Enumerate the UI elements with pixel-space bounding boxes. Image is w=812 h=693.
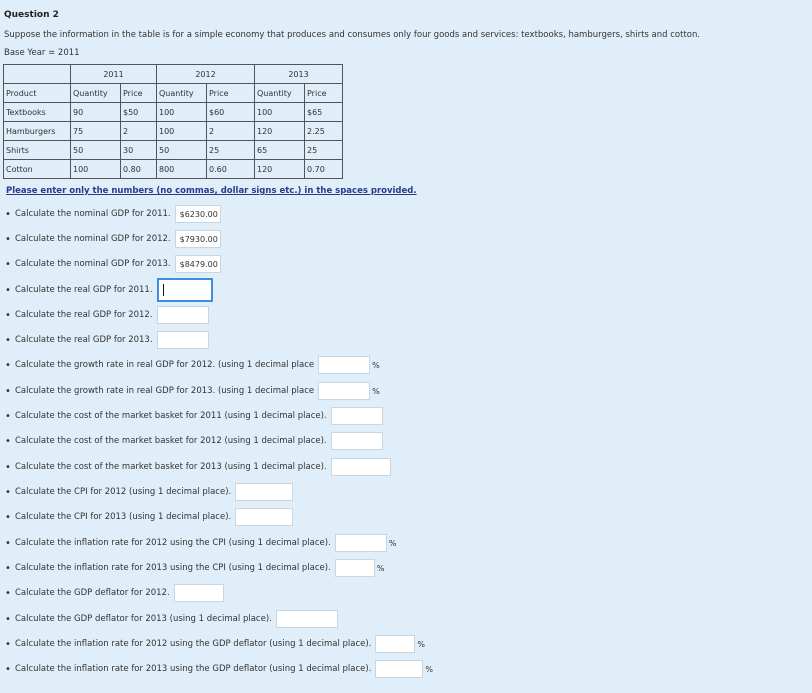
answer-input[interactable] [276,610,338,628]
question-item [5,306,209,324]
table-cell: 2.25 [305,122,343,141]
bullet-icon: • [5,385,11,397]
table-row [4,122,343,141]
question-title: Question 2 [4,10,59,20]
bullet-icon: • [5,410,11,422]
question-item [5,205,221,223]
table-cell: 100 [71,160,121,179]
question-text: Calculate the inflation rate for 2013 using the GDP deflator (using 1 decimal place). [15,664,372,674]
bullet-icon: • [5,208,11,220]
percent-sign: % [425,664,434,674]
column-header: Quantity [157,84,207,103]
answer-input[interactable] [157,306,209,324]
question-text: Calculate the CPI for 2013 (using 1 decimal place). [15,512,232,522]
column-header: Quantity [255,84,305,103]
table-row [4,141,343,160]
question-item [5,356,380,374]
question-text: Calculate the growth rate in real GDP for 2013. (using 1 decimal place [15,386,315,396]
answer-input[interactable] [318,382,370,400]
question-text: Calculate the cost of the market basket for 2013 (using 1 decimal place). [15,462,327,472]
bullet-icon: • [5,613,11,625]
answer-input[interactable] [235,508,293,526]
percent-sign: % [376,563,385,573]
percent-sign: % [417,639,426,649]
question-text: Calculate the GDP deflator for 2012. [15,588,170,598]
bullet-icon: • [5,663,11,675]
answer-input[interactable] [335,534,387,552]
question-item [5,331,209,349]
table-cell: 50 [157,141,207,160]
table-row [4,103,343,122]
question-item [5,534,396,552]
answer-input[interactable] [235,483,293,501]
question-text: Calculate the real GDP for 2011. [15,285,153,295]
answer-input[interactable] [157,331,209,349]
column-header: Product [4,84,71,103]
answer-input[interactable] [331,407,383,425]
bullet-icon: • [5,284,11,296]
table-cell: 2 [121,122,157,141]
table-cell: Shirts [4,141,71,160]
table-cell: 50 [71,141,121,160]
bullet-icon: • [5,334,11,346]
table-cell: $60 [207,103,255,122]
question-item [5,407,383,425]
table-cell: 100 [157,103,207,122]
bullet-icon: • [5,537,11,549]
table-cell: 120 [255,160,305,179]
question-text: Calculate the inflation rate for 2012 using the CPI (using 1 decimal place). [15,538,331,548]
question-text: Calculate the nominal GDP for 2011. [15,209,171,219]
answer-input[interactable]: $6230.00 [175,205,221,223]
column-header: Price [207,84,255,103]
answer-input[interactable] [174,584,224,602]
bullet-icon: • [5,258,11,270]
table-cell: 30 [121,141,157,160]
year-header-2011: 2011 [71,65,157,84]
percent-sign: % [372,360,380,370]
question-text: Calculate the real GDP for 2012. [15,310,153,320]
table-cell: 0.70 [305,160,343,179]
table-cell: 100 [255,103,305,122]
text-caret [163,284,164,296]
question-text: Calculate the growth rate in real GDP for 2012. (using 1 decimal place [15,360,315,370]
column-header: Price [121,84,157,103]
bullet-icon: • [5,461,11,473]
question-item [5,382,380,400]
answer-input[interactable] [375,635,415,653]
table-cell: Hamburgers [4,122,71,141]
base-year: Base Year = 2011 [4,48,80,58]
table-cell: 25 [207,141,255,160]
entry-instruction: Please enter only the numbers (no commas, dollar signs etc.) in the spaces provided. [6,186,417,196]
question-item [5,584,224,602]
bullet-icon: • [5,359,11,371]
answer-input[interactable] [375,660,423,678]
bullet-icon: • [5,638,11,650]
question-item [5,230,221,248]
year-header-2012: 2012 [157,65,255,84]
percent-sign: % [388,538,397,548]
economy-table [3,64,343,179]
bullet-icon: • [5,486,11,498]
question-item [5,458,391,476]
table-cell: 90 [71,103,121,122]
table-cell: Cotton [4,160,71,179]
answer-input[interactable] [335,559,375,577]
question-text: Calculate the inflation rate for 2013 using the CPI (using 1 decimal place). [15,563,331,573]
question-item [5,432,383,450]
column-header: Price [305,84,343,103]
table-row [4,160,343,179]
question-text: Calculate the nominal GDP for 2013. [15,259,171,269]
table-cell: 25 [305,141,343,160]
bullet-icon: • [5,233,11,245]
answer-input[interactable]: $8479.00 [175,255,221,273]
column-header: Quantity [71,84,121,103]
bullet-icon: • [5,562,11,574]
table-cell: 0.80 [121,160,157,179]
question-text: Calculate the GDP deflator for 2013 (using 1 decimal place). [15,614,272,624]
table-header-row [4,84,343,103]
percent-sign: % [372,386,380,396]
table-cell: 120 [255,122,305,141]
question-item [5,610,338,628]
question-item [5,255,221,273]
table-year-row [4,65,343,84]
table-cell: Textbooks [4,103,71,122]
table-cell: 0.60 [207,160,255,179]
answer-input[interactable] [318,356,370,374]
question-item [5,281,213,299]
question-item [5,483,293,501]
bullet-icon: • [5,435,11,447]
question-item [5,635,425,653]
question-text: Calculate the CPI for 2012 (using 1 decimal place). [15,487,232,497]
table-cell: 75 [71,122,121,141]
answer-input[interactable] [331,458,391,476]
question-text: Calculate the inflation rate for 2012 using the GDP deflator (using 1 decimal place). [15,639,372,649]
question-text: Calculate the real GDP for 2013. [15,335,153,345]
table-cell: 2 [207,122,255,141]
question-intro: Suppose the information in the table is for a simple economy that produces and consumes only four goods and services: textbooks, hamburgers, shirts and cotton. [4,30,701,40]
question-item [5,559,384,577]
answer-input[interactable] [331,432,383,450]
answer-input[interactable]: $7930.00 [175,230,221,248]
table-cell: $65 [305,103,343,122]
question-text: Calculate the cost of the market basket for 2011 (using 1 decimal place). [15,411,327,421]
bullet-icon: • [5,309,11,321]
bullet-icon: • [5,511,11,523]
table-cell: 65 [255,141,305,160]
question-text: Calculate the cost of the market basket for 2012 (using 1 decimal place). [15,436,327,446]
table-cell: 800 [157,160,207,179]
year-header-2013: 2013 [255,65,343,84]
table-cell: 100 [157,122,207,141]
table-cell: $50 [121,103,157,122]
question-item [5,660,433,678]
table-blank-cell [4,65,71,84]
answer-input[interactable] [157,278,213,302]
bullet-icon: • [5,587,11,599]
question-text: Calculate the nominal GDP for 2012. [15,234,171,244]
question-item [5,508,293,526]
